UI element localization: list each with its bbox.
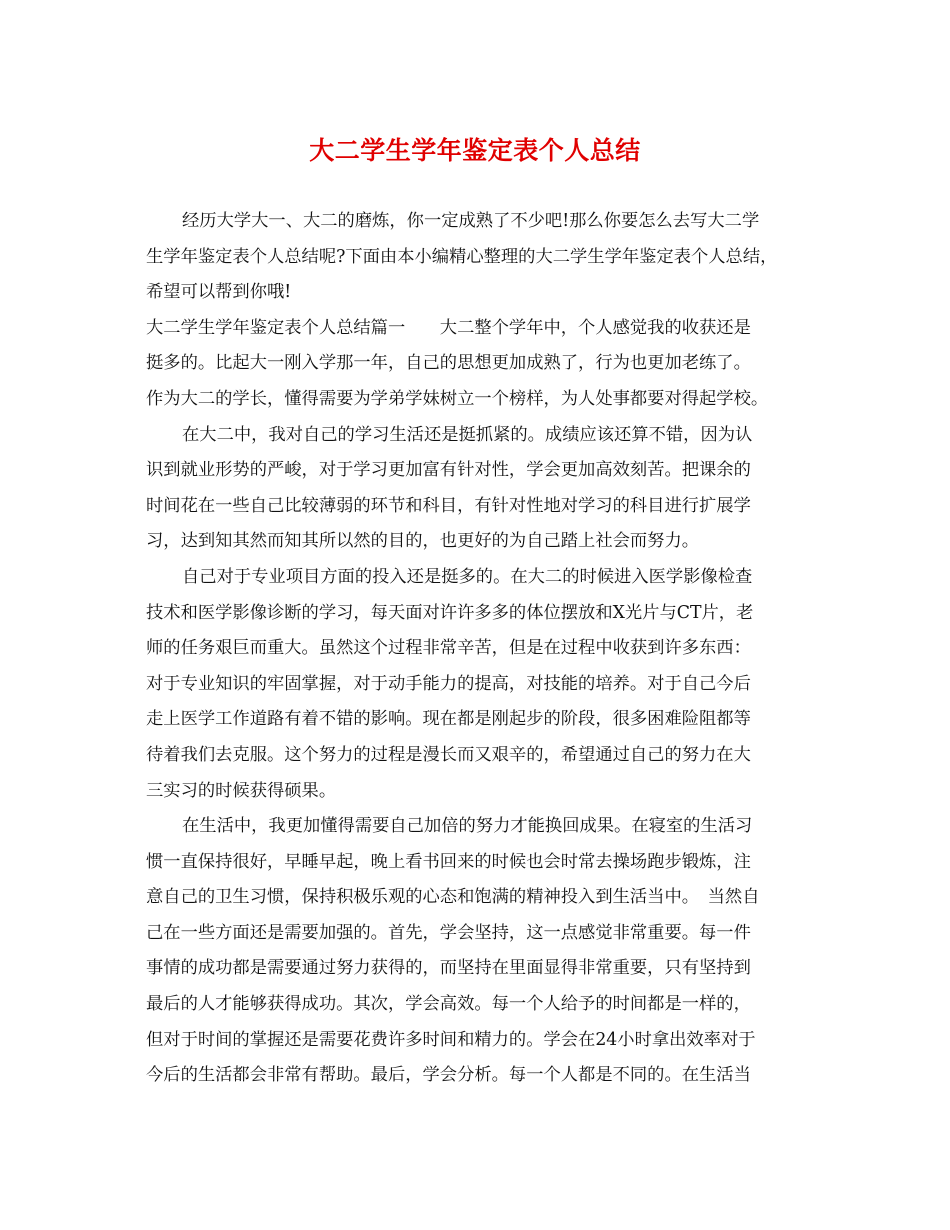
body-line: 己在一些方面还是需要加强的。首先，学会坚持，这一点感觉非常重要。每一件 (146, 922, 751, 943)
body-line: 师的任务艰巨而重大。虽然这个过程非常辛苦，但是在过程中收获到许多东西： (146, 638, 751, 659)
body-line: 技术和医学影像诊断的学习，每天面对许许多多的体位摆放和X光片与CT片，老 (146, 602, 754, 623)
body-line: 自己对于专业项目方面的投入还是挺多的。在大二的时候进入医学影像检查 (182, 566, 753, 587)
body-line: 最后的人才能够获得成功。其次，学会高效。每一个人给予的时间都是一样的， (146, 994, 751, 1015)
body-line: 识到就业形势的严峻，对于学习更加富有针对性，学会更加高效刻苦。把课余的 (146, 460, 751, 481)
body-line: 经历大学大一、大二的磨炼，你一定成熟了不少吧!那么你要怎么去写大二学 (182, 211, 760, 231)
document-title: 大二学生学年鉴定表个人总结 (309, 136, 641, 165)
body-line: 走上医学工作道路有着不错的影响。现在都是刚起步的阶段，很多困难险阻都等 (146, 709, 751, 730)
body-line: 对于专业知识的牢固掌握，对于动手能力的提高，对技能的培养。对于自己今后 (146, 673, 751, 694)
body-line: 意自己的卫生习惯，保持积极乐观的心态和饱满的精神投入到生活当中。 当然自 (146, 887, 760, 908)
body-line: 作为大二的学长，懂得需要为学弟学妹树立一个榜样，为人处事都要对得起学校。 (146, 388, 769, 409)
body-line: 在生活中，我更加懂得需要自己加倍的努力才能换回成果。在寝室的生活习 (182, 816, 753, 837)
body-line: 时间花在一些自己比较薄弱的环节和科目，有针对性地对学习的科目进行扩展学 (146, 495, 751, 516)
body-line: 待着我们去克服。这个努力的过程是漫长而又艰辛的，希望通过自己的努力在大 (146, 744, 751, 765)
body-line: 习，达到知其然而知其所以然的目的，也更好的为自己踏上社会而努力。 (146, 531, 700, 552)
body-line: 今后的生活都会非常有帮助。最后，学会分析。每一个人都是不同的。在生活当 (146, 1065, 751, 1086)
body-line: 三实习的时候获得硕果。 (146, 780, 337, 801)
body-line: 事情的成功都是需要通过努力获得的，而坚持在里面显得非常重要，只有坚持到 (146, 958, 751, 979)
body-line: 惯一直保持很好，早睡早起，晚上看书回来的时候也会时常去操场跑步锻炼，注 (146, 851, 751, 872)
body-line: 生学年鉴定表个人总结呢?下面由本小编精心整理的大二学生学年鉴定表个人总结， (146, 246, 778, 267)
body-line: 大二学生学年鉴定表个人总结篇一 大二整个学年中，个人感觉我的收获还是 (146, 317, 751, 338)
document-body (146, 204, 826, 1094)
body-line: 但对于时间的掌握还是需要花费许多时间和精力的。学会在24小时拿出效率对于 (146, 1029, 756, 1050)
body-line: 希望可以帮到你哦! (146, 282, 292, 303)
body-line: 在大二中，我对自己的学习生活还是挺抓紧的。成绩应该还算不错，因为认 (182, 424, 753, 445)
body-line: 挺多的。比起大一刚入学那一年，自己的思想更加成熟了，行为也更加老练了。 (146, 353, 751, 374)
